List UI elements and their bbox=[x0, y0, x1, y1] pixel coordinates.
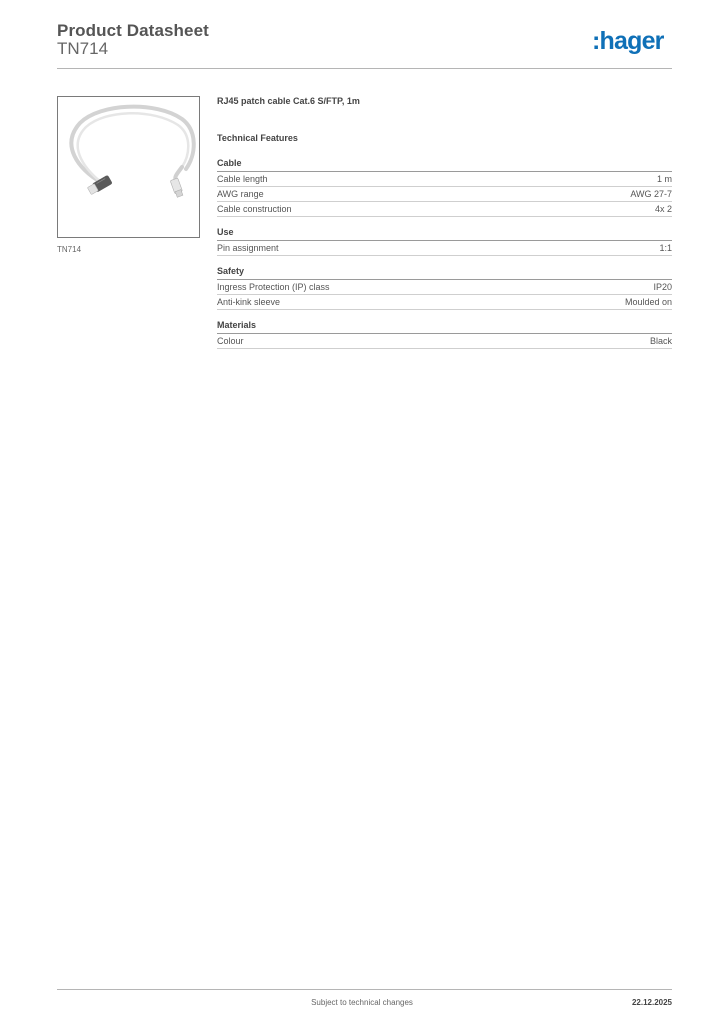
product-code: TN714 bbox=[57, 39, 109, 58]
patch-cable-illustration bbox=[58, 97, 199, 237]
spec-row bbox=[217, 202, 672, 217]
spec-value: Black bbox=[649, 336, 672, 346]
section-use bbox=[217, 227, 672, 256]
spec-value: IP20 bbox=[653, 282, 672, 292]
spec-value: 1:1 bbox=[659, 243, 672, 253]
spec-label: Pin assignment bbox=[217, 243, 279, 253]
features-heading: Technical Features bbox=[217, 133, 298, 143]
spec-row bbox=[217, 295, 672, 310]
footer-note: Subject to technical changes bbox=[311, 998, 413, 1007]
datasheet-content bbox=[217, 96, 672, 359]
spec-row bbox=[217, 280, 672, 295]
spec-row bbox=[217, 334, 672, 349]
footer-date: 22.12.2025 bbox=[631, 998, 672, 1007]
spec-row bbox=[217, 187, 672, 202]
section-cable bbox=[217, 158, 672, 217]
product-title: RJ45 patch cable Cat.6 S/FTP, 1m bbox=[217, 96, 360, 106]
spec-row bbox=[217, 172, 672, 187]
spec-label: Cable construction bbox=[217, 204, 292, 214]
spec-value: Moulded on bbox=[624, 297, 672, 307]
header-divider bbox=[57, 68, 672, 69]
spec-label: Cable length bbox=[217, 174, 268, 184]
spec-value: 1 m bbox=[656, 174, 672, 184]
section-title: Cable bbox=[217, 158, 672, 172]
image-caption: TN714 bbox=[57, 245, 82, 254]
section-title: Use bbox=[217, 227, 672, 241]
page-title: Product Datasheet bbox=[57, 21, 209, 40]
footer-divider bbox=[57, 989, 672, 990]
spec-label: Colour bbox=[217, 336, 244, 346]
spec-value: 4x 2 bbox=[654, 204, 672, 214]
spec-row bbox=[217, 241, 672, 256]
product-image bbox=[57, 96, 200, 238]
spec-value: AWG 27-7 bbox=[630, 189, 672, 199]
section-materials bbox=[217, 320, 672, 349]
section-safety bbox=[217, 266, 672, 310]
hager-logo bbox=[592, 27, 674, 59]
svg-text::hager: :hager bbox=[592, 27, 664, 55]
spec-label: Ingress Protection (IP) class bbox=[217, 282, 330, 292]
section-title: Safety bbox=[217, 266, 672, 280]
spec-label: AWG range bbox=[217, 189, 264, 199]
section-title: Materials bbox=[217, 320, 672, 334]
spec-label: Anti-kink sleeve bbox=[217, 297, 281, 307]
